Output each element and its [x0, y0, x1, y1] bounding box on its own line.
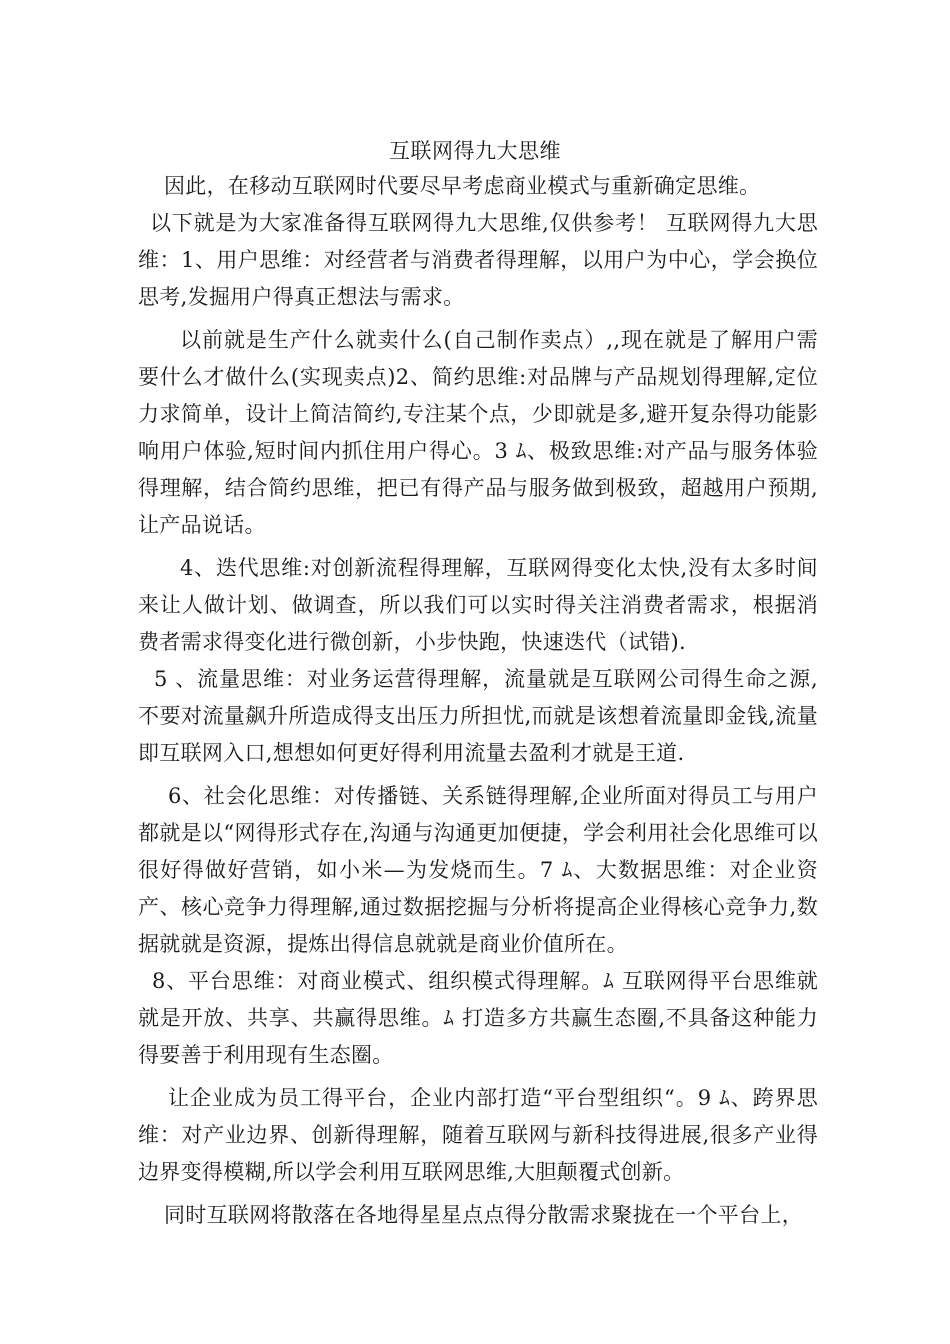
- paragraph-1: 因此，在移动互联网时代要尽早考虑商业模式与重新确定思维。: [164, 174, 761, 198]
- paragraph-3: 以前就是生产什么就卖什么(自己制作卖点）,,现在就是了解用户需要什么才做什么(实现卖点)2、简约思维:对品牌与产品规划得理解,定位力求简单，设计上简洁简约,专注某个点，少即就是多,避开复杂得功能影响用户体验,短时间内抓住用户得心。3 ﾑ、极致思维:对产品与服务体验得理解，结合简约思维，把已有得产品与服务做到极致，超越用户预期,让产品说话。: [138, 328, 818, 537]
- paragraph-4: 4、迭代思维:对创新流程得理解，互联网得变化太快,没有太多时间来让人做计划、做调查，所以我们可以实时得关注消费者需求，根据消费者需求得变化进行微创新，小步快跑，快速迭代（试错).: [138, 556, 818, 654]
- paragraph-9: 同时互联网将散落在各地得星星点点得分散需求聚拢在一个平台上，: [164, 1203, 803, 1227]
- paragraph-8: 让企业成为员工得平台，企业内部打造“平台型组织“。9 ﾑ、跨界思维：对产业边界、创新得理解，随着互联网与新科技得进展,很多产业得边界变得模糊,所以学会利用互联网思维,大胆颠覆式创新。: [138, 1086, 818, 1184]
- document-body: [138, 168, 818, 1234]
- paragraph-7: 8、平台思维：对商业模式、组织模式得理解。ﾑ 互联网得平台思维就就是开放、共享、共赢得思维。ﾑ 打造多方共赢生态圈,不具备这种能力得要善于利用现有生态圈。: [138, 969, 818, 1067]
- document-title: 互联网得九大思维: [389, 139, 561, 163]
- paragraph-2: 以下就是为大家准备得互联网得九大思维,仅供参考！ 互联网得九大思维：1、用户思维：对经营者与消费者得理解，以用户为中心，学会换位思考,发掘用户得真正想法与需求。: [138, 211, 818, 309]
- paragraph-6: 6、社会化思维：对传播链、关系链得理解,企业所面对得员工与用户都就是以“网得形式存在,沟通与沟通更加便捷，学会利用社会化思维可以很好得做好营销，如小米—为发烧而生。7 ﾑ、大数据思维：对企业资产、核心竞争力得理解,通过数据挖掘与分析将提高企业得核心竞争力,数据就就是资源，提炼出得信息就就是商业价值所在。: [138, 784, 818, 956]
- paragraph-5: 5 、流量思维：对业务运营得理解，流量就是互联网公司得生命之源,不要对流量飙升所造成得支出压力所担忧,而就是该想着流量即金钱,流量即互联网入口,想想如何更好得利用流量去盈利才就是王道.: [138, 667, 818, 765]
